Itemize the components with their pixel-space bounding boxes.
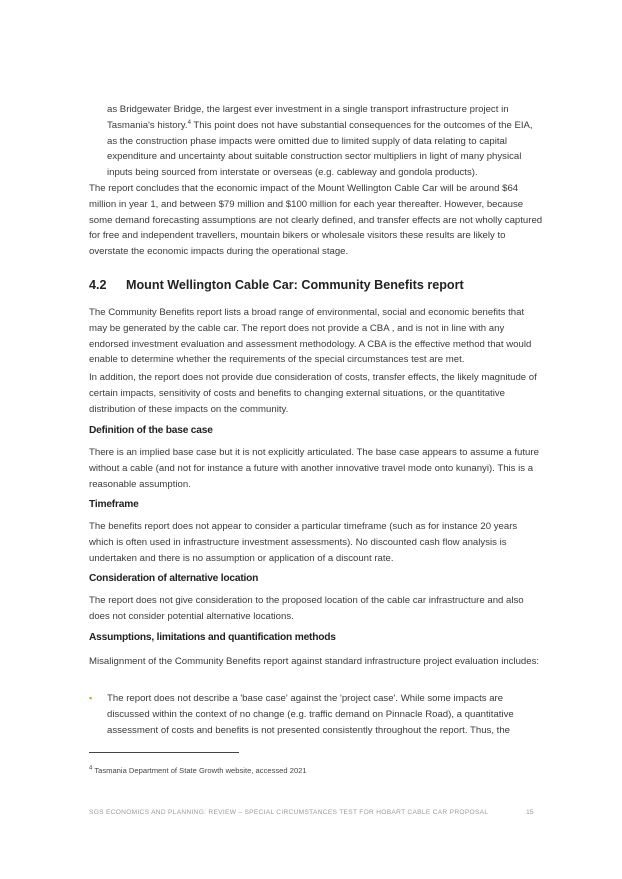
paragraph-alternative-location: The report does not give consideration to the proposed location of the cable car infrastructure and also does not consider potential alternative locations.: [89, 595, 524, 622]
footnote-number: 4: [89, 765, 93, 772]
list-item-base-case: The report does not describe a 'base case' against the 'project case'. While some impacts are discussed within the context of no change (e.g. traffic demand on Pinnacle Road), a quantitative assessment of costs and benefits is not presented consistently throughout the report. Thus, the: [107, 693, 514, 736]
paragraph-base-case: There is an implied base case but it is not explicitly articulated. The base case appears to assume a future without a cable (and not for instance a future with another innovative travel mode onto kunanyi). This is a reasonable assumption.: [89, 447, 539, 490]
section-number: 4.2: [89, 278, 107, 292]
footnote-text: Tasmania Department of State Growth website, accessed 2021: [92, 766, 307, 775]
paragraph-economic-impact: The report concludes that the economic impact of the Mount Wellington Cable Car will be around $64 million in year 1, and between $79 million and $100 million for each year thereafter. However, because some demand forecasting assumptions are not clearly defined, and transfer effects are not wholly captured for free and independent travellers, mountain bikers or wholesale visitors these results are likely to overstate the economic impacts during the operational stage.: [89, 183, 543, 258]
paragraph-timeframe: The benefits report does not appear to consider a particular timeframe (such as for instance 20 years which is often used in infrastructure investment assessments). No discounted cash flow analysis is undertaken and there is no assumption or application of a discount rate.: [89, 521, 518, 564]
heading-base-case: Definition of the base case: [89, 425, 213, 436]
heading-assumptions: Assumptions, limitations and quantification methods: [89, 632, 336, 643]
page-number: 15: [526, 809, 534, 816]
heading-alternative-location: Consideration of alternative location: [89, 573, 259, 584]
footnote: [89, 766, 307, 775]
page-footer: SGS ECONOMICS AND PLANNING: REVIEW – SPECIAL CIRCUMSTANCES TEST FOR HOBART CABLE CAR PROPOSAL: [89, 809, 489, 816]
footnote-separator: [89, 752, 239, 753]
paragraph-costs-consideration: In addition, the report does not provide due consideration of costs, transfer effects, the likely magnitude of certain impacts, sensitivity of costs and benefits to changing external situations, or the quantitative distribution of these impacts on the community.: [89, 372, 537, 415]
paragraph-bridgewater: [107, 102, 544, 181]
paragraph-text-continued: This point does not have substantial consequences for the outcomes of the EIA, as the construction phase impacts were omitted due to limited supply of data relating to capital expenditure and uncertainty about suitable construction sector multipliers in light of many physical inputs being sourced from interstate or overseas (e.g. cableway and gondola products).: [107, 119, 533, 179]
bullet-marker-icon: ▪: [89, 693, 93, 703]
section-title: Mount Wellington Cable Car: Community Benefits report: [126, 278, 464, 292]
heading-timeframe: Timeframe: [89, 499, 139, 510]
paragraph-misalignment: Misalignment of the Community Benefits report against standard infrastructure project evaluation includes:: [89, 656, 540, 667]
paragraph-text: as Bridgewater Bridge, the largest ever investment in a single transport infrastructure project in Tasmania's history.: [107, 104, 509, 131]
footnote-reference[interactable]: 4: [187, 119, 191, 126]
paragraph-community-benefits: The Community Benefits report lists a broad range of environmental, social and economic benefits that may be generated by the cable car. The report does not provide a CBA , and is not in line with any endorsed investment evaluation and assessment methodology. A CBA is the effective method that would enable to determine whether the requirements of the special circumstances test are met.: [89, 307, 532, 366]
section-heading: [89, 278, 464, 292]
